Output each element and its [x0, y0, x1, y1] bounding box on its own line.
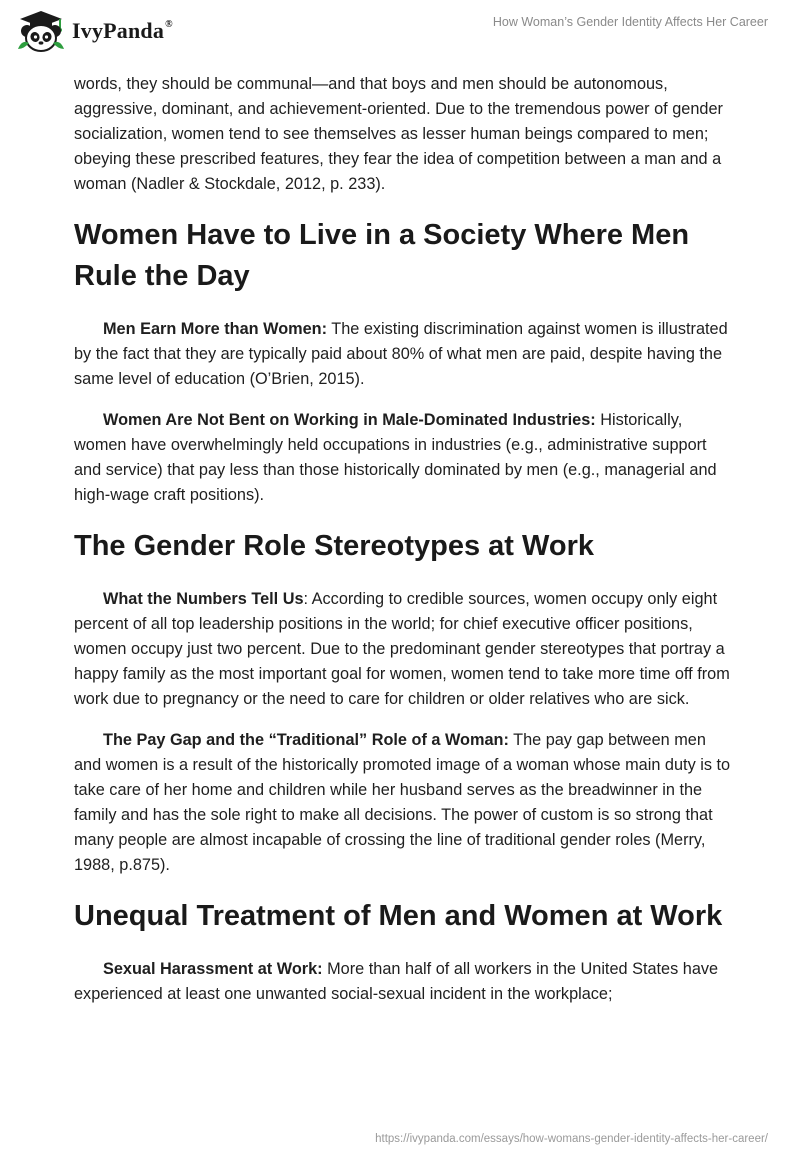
- paragraph-lead: What the Numbers Tell Us: [103, 590, 304, 608]
- paragraph-text: The pay gap between men and women is a result of the historically promoted image of a woman whose main duty is to take care of her home and children while her husband serves as the breadwinner in the family and has the sole right to make all decisions. The power of custom is so strong that many people are almost incapable of crossing the line of traditional gender roles (Merry, 1988, p.875).: [74, 731, 731, 874]
- panda-graduate-icon: [16, 9, 66, 53]
- section-heading-society: Women Have to Live in a Society Where Men Rule the Day: [74, 219, 690, 292]
- logo-wordmark: IvyPanda®: [72, 18, 173, 43]
- page-header: [0, 0, 800, 70]
- section-heading-stereotypes: The Gender Role Stereotypes at Work: [74, 530, 594, 562]
- paragraph-numbers: [74, 587, 734, 712]
- logo-link[interactable]: [16, 9, 173, 53]
- paragraph-lead: Men Earn More than Women:: [103, 320, 328, 338]
- paragraph-men-earn-more: [74, 317, 734, 392]
- paragraph-text: Historically, women have overwhelmingly held occupations in industries (e.g., administrative support and service) that pay less than those historically dominated by men (e.g., managerial and high-wage craft positions).: [74, 411, 717, 504]
- page-url-link[interactable]: https://ivypanda.com/essays/how-womans-gender-identity-affects-her-career/: [375, 1133, 768, 1145]
- paragraph-male-dominated-industries: [74, 408, 734, 508]
- paragraph-lead: The Pay Gap and the “Traditional” Role of a Woman:: [103, 731, 509, 749]
- essay-title: How Woman’s Gender Identity Affects Her Career: [492, 15, 768, 29]
- intro-paragraph: words, they should be communal—and that boys and men should be autonomous, aggressive, dominant, and achievement-oriented. Due to the tremendous power of gender socialization, women tend to see themselves as lesser human beings compared to men; obeying these prescribed features, they fear the idea of competition between a man and a woman (Nadler & Stockdale, 2012, p. 233).: [74, 75, 723, 193]
- paragraph-sexual-harassment: [74, 957, 734, 1007]
- essay-body: [74, 70, 734, 1007]
- registered-mark: ®: [165, 19, 173, 30]
- paragraph-text: : According to credible sources, women occupy only eight percent of all top leadership positions in the world; for chief executive officer positions, women occupy just two percent. Due to the predominant gender stereotypes that portray a happy family as the most important goal for women, women tend to take more time off from work due to pregnancy or the need to care for children or older relatives who are sick.: [74, 590, 730, 708]
- paragraph-lead: Women Are Not Bent on Working in Male-Dominated Industries:: [103, 411, 596, 429]
- paragraph-lead: Sexual Harassment at Work:: [103, 960, 323, 978]
- paragraph-pay-gap: [74, 728, 734, 878]
- section-heading-unequal-treatment: Unequal Treatment of Men and Women at Work: [74, 900, 723, 932]
- paragraph-text: The existing discrimination against women is illustrated by the fact that they are typically paid about 80% of what men are paid, despite having the same level of education (O’Brien, 2015).: [74, 320, 728, 388]
- paragraph-text: More than half of all workers in the United States have experienced at least one unwanted social-sexual incident in the workplace;: [74, 960, 719, 1003]
